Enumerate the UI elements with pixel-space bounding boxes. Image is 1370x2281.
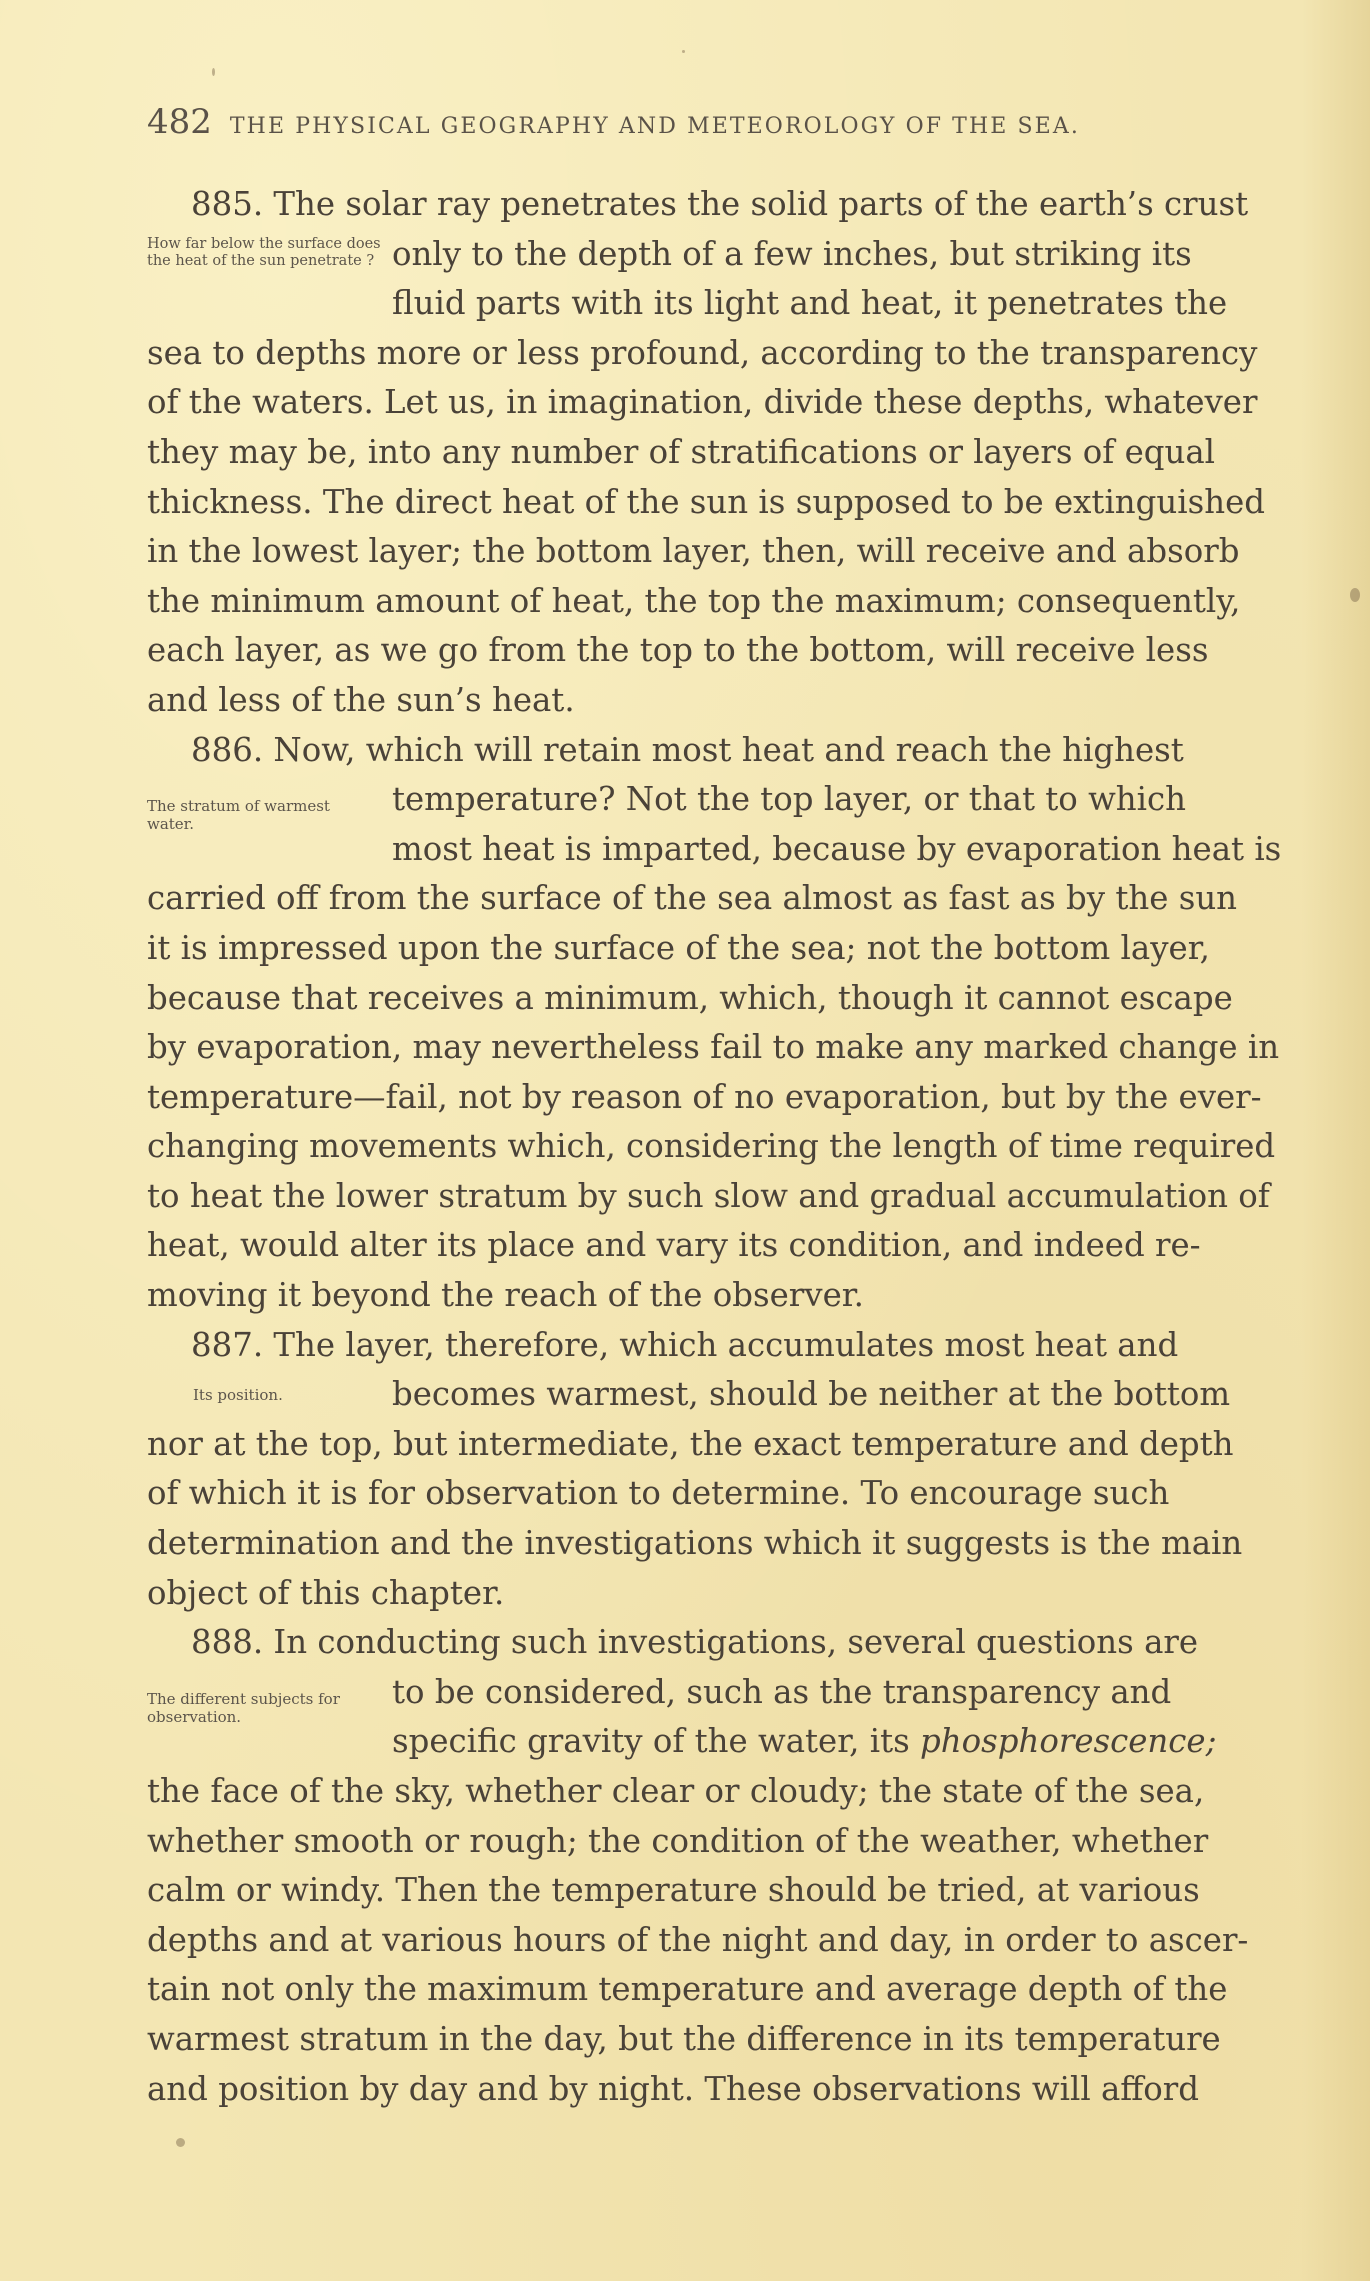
text-line: object of this chapter. — [147, 1573, 505, 1612]
text-line: Its position. becomes warmest, should be neither at the bottom — [193, 1375, 1231, 1414]
text-line: sea to depths more or less profound, according to the transparency — [147, 333, 1258, 372]
margin-note-888: The different subjects for observation. — [147, 1689, 340, 1726]
text-line: 888. In conducting such investigations, several questions are — [191, 1623, 1199, 1662]
text-line: The different subjects for observation. to be considered, such as the transparency and — [147, 1672, 1172, 1726]
text-line: to heat the lower stratum by such slow and gradual accumulation of — [147, 1176, 1270, 1215]
running-title: THE PHYSICAL GEOGRAPHY AND METEOROLOGY OF THE SEA. — [229, 114, 1080, 139]
text-line: 886. Now, which will retain most heat and reach the highest — [191, 730, 1184, 769]
text-line: temperature—fail, not by reason of no evaporation, but by the ever- — [147, 1077, 1262, 1116]
text-line: because that receives a minimum, which, though it cannot escape — [147, 978, 1233, 1017]
page-header — [147, 102, 1237, 142]
text-line: 885. The solar ray penetrates the solid parts of the earth’s crust — [191, 185, 1249, 223]
text-line: determination and the investigations which it suggests is the main — [147, 1524, 1243, 1563]
text-line: specific gravity of the water, its phosphorescence; — [392, 1722, 1217, 1761]
text-line: thickness. The direct heat of the sun is supposed to be extinguished — [147, 482, 1265, 521]
text-line: 887. The layer, therefore, which accumulates most heat and — [191, 1325, 1179, 1364]
text-line: carried off from the surface of the sea almost as fast as by the sun — [147, 879, 1238, 918]
page-number: 482 — [147, 102, 212, 142]
text-line: fluid parts with its light and heat, it penetrates the — [392, 284, 1228, 323]
italic-phrase: phosphorescence; — [920, 1722, 1217, 1761]
text-line: of the waters. Let us, in imagination, divide these depths, whatever — [147, 383, 1258, 422]
text-line: and less of the sun’s heat. — [147, 680, 575, 719]
body-text — [147, 180, 1297, 2114]
text-line: nor at the top, but intermediate, the exact temperature and depth — [147, 1424, 1234, 1463]
text-line: How far below the surface does the heat of the sun penetrate ? only to the depth of a few inches, but striking its — [147, 234, 1192, 273]
text-line: it is impressed upon the surface of the sea; not the bottom layer, — [147, 928, 1210, 967]
text-line: the minimum amount of heat, the top the maximum; consequently, — [147, 581, 1241, 620]
text-line: by evaporation, may nevertheless fail to make any marked change in — [147, 1028, 1280, 1067]
text-line: they may be, into any number of stratifications or layers of equal — [147, 432, 1216, 471]
text-line: calm or windy. Then the temperature should be tried, at various — [147, 1871, 1200, 1910]
text-line: of which it is for observation to determine. To encourage such — [147, 1474, 1170, 1513]
paper-speck — [212, 68, 215, 76]
text-line: tain not only the maximum temperature and average depth of the — [147, 1970, 1228, 2009]
text-line: each layer, as we go from the top to the bottom, will receive less — [147, 631, 1209, 670]
margin-note-887: Its position. — [193, 1386, 283, 1405]
text-line: heat, would alter its place and vary its condition, and indeed re- — [147, 1226, 1201, 1265]
text-line: The stratum of warmest water. temperature? Not the top layer, or that to which — [147, 780, 1187, 834]
text-line: in the lowest layer; the bottom layer, then, will receive and absorb — [147, 532, 1240, 571]
margin-note-885: How far below the surface does the heat of the sun penetrate ? — [147, 235, 381, 269]
text-line: warmest stratum in the day, but the difference in its temperature — [147, 2019, 1221, 2058]
text-line: depths and at various hours of the night and day, in order to ascer- — [147, 1920, 1249, 1959]
margin-note-886: The stratum of warmest water. — [147, 797, 330, 834]
paper-speck — [682, 50, 685, 53]
text-line: most heat is imparted, because by evaporation heat is — [392, 829, 1282, 868]
text-line: and position by day and by night. These observations will afford — [147, 2069, 1200, 2108]
text-line: changing movements which, considering the length of time required — [147, 1127, 1276, 1166]
text-line: moving it beyond the reach of the observer. — [147, 1276, 864, 1315]
text-line: whether smooth or rough; the condition of the weather, whether — [147, 1821, 1209, 1860]
paper-speck — [1350, 588, 1360, 602]
paper-speck — [176, 2138, 185, 2147]
text-line: the face of the sky, whether clear or cloudy; the state of the sea, — [147, 1772, 1205, 1810]
